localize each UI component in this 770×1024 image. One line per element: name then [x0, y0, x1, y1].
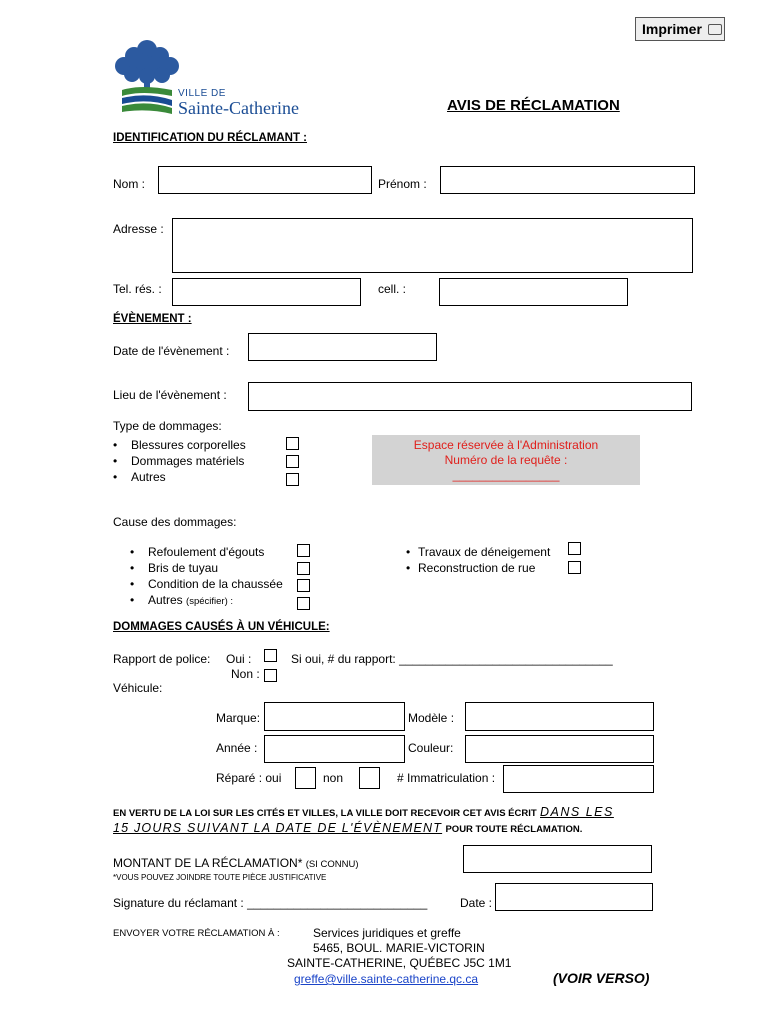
- date-evenement-field[interactable]: [248, 333, 437, 361]
- envoyer-label: ENVOYER VOTRE RÉCLAMATION À :: [113, 928, 280, 939]
- immat-field[interactable]: [503, 765, 654, 793]
- repare-oui-checkbox[interactable]: [295, 767, 316, 789]
- modele-field[interactable]: [465, 702, 654, 731]
- cause-specifier: (spécifier) :: [186, 596, 234, 607]
- type-dommages-list: [113, 437, 246, 485]
- cause-item: • Travaux de déneigement: [406, 544, 550, 560]
- montant-note: *VOUS POUVEZ JOINDRE TOUTE PIÈCE JUSTIFICATIVE: [113, 873, 327, 882]
- couleur-field[interactable]: [465, 735, 654, 763]
- type-item: • Blessures corporelles: [113, 437, 246, 453]
- rapport-label: Rapport de police:: [113, 652, 211, 666]
- address-line2: 5465, BOUL. MARIE-VICTORIN: [313, 941, 485, 955]
- annee-label: Année :: [216, 741, 258, 755]
- type-dommages-label: Type de dommages:: [113, 419, 222, 433]
- couleur-label: Couleur:: [408, 741, 454, 755]
- notice-italic1: DANS LES: [540, 805, 614, 819]
- repare-oui-label: Réparé : oui: [216, 771, 282, 785]
- autres-checkbox[interactable]: [286, 473, 299, 486]
- vehicule-heading: DOMMAGES CAUSÉS À UN VÉHICULE:: [113, 621, 330, 633]
- adresse-field[interactable]: [172, 218, 693, 273]
- date-field[interactable]: [495, 883, 653, 911]
- rapport-oui-checkbox[interactable]: [264, 649, 277, 662]
- marque-label: Marque:: [216, 711, 261, 725]
- notice-part2: POUR TOUTE RÉCLAMATION.: [445, 824, 583, 835]
- type-item: • Dommages matériels: [113, 453, 246, 469]
- date-label: Date :: [460, 896, 493, 910]
- rapport-non-checkbox[interactable]: [264, 669, 277, 682]
- voir-verso: (VOIR VERSO): [553, 970, 650, 986]
- evenement-heading: ÉVÈNEMENT :: [113, 313, 192, 325]
- cause-item: • Bris de tuyau: [130, 560, 283, 576]
- type-item: • Autres: [113, 469, 246, 485]
- adresse-label: Adresse :: [113, 222, 164, 236]
- deneigement-checkbox[interactable]: [568, 542, 581, 555]
- cause-autres: Autres: [148, 593, 183, 607]
- lieu-evenement-field[interactable]: [248, 382, 692, 411]
- legal-notice: [113, 805, 673, 835]
- identification-heading: IDENTIFICATION DU RÉCLAMANT :: [113, 132, 307, 144]
- oui-label: Oui :: [226, 652, 252, 666]
- admin-line3: ________________: [452, 468, 560, 482]
- non-label: Non :: [231, 667, 260, 681]
- signature-label: Signature du réclamant : ___________________________: [113, 896, 428, 910]
- print-button[interactable]: [635, 17, 725, 41]
- tel-label: Tel. rés. :: [113, 282, 162, 296]
- tel-field[interactable]: [172, 278, 361, 306]
- bris-tuyau-checkbox[interactable]: [297, 562, 310, 575]
- nom-label: Nom :: [113, 177, 146, 191]
- si-oui-label: Si oui, # du rapport: ________________________________: [291, 652, 613, 666]
- montant-si-connu: (SI CONNU): [305, 859, 359, 870]
- refoulement-checkbox[interactable]: [297, 544, 310, 557]
- montant-label-row: [113, 856, 359, 870]
- nom-field[interactable]: [158, 166, 372, 194]
- cell-field[interactable]: [439, 278, 628, 306]
- cause-item: [130, 592, 283, 608]
- annee-field[interactable]: [264, 735, 405, 763]
- page-title: AVIS DE RÉCLAMATION: [447, 97, 620, 114]
- cause-item: • Condition de la chaussée: [130, 576, 283, 592]
- admin-box: [372, 435, 640, 485]
- notice-italic2: 15 JOURS SUIVANT LA DATE DE L'ÉVÈNEMENT: [113, 821, 443, 835]
- printer-icon: [708, 24, 722, 35]
- materiels-checkbox[interactable]: [286, 455, 299, 468]
- marque-field[interactable]: [264, 702, 405, 731]
- admin-line2: Numéro de la requête :: [444, 453, 568, 467]
- blessures-checkbox[interactable]: [286, 437, 299, 450]
- prenom-label: Prénom :: [378, 177, 427, 191]
- address-line3: SAINTE-CATHERINE, QUÉBEC J5C 1M1: [287, 956, 512, 970]
- cause-left-list: [130, 544, 283, 608]
- date-evenement-label: Date de l'évènement :: [113, 344, 230, 358]
- logo-line2: Sainte-Catherine: [178, 98, 299, 118]
- repare-non-label: non: [323, 771, 344, 785]
- immat-label: # Immatriculation :: [397, 771, 496, 785]
- modele-label: Modèle :: [408, 711, 455, 725]
- montant-label: MONTANT DE LA RÉCLAMATION*: [113, 856, 303, 870]
- city-logo: [112, 38, 322, 120]
- print-button-label: Imprimer: [642, 21, 702, 37]
- cause-autres-checkbox[interactable]: [297, 597, 310, 610]
- cause-item: • Refoulement d'égouts: [130, 544, 283, 560]
- repare-non-checkbox[interactable]: [359, 767, 380, 789]
- logo-line1: VILLE DE: [178, 88, 226, 99]
- prenom-field[interactable]: [440, 166, 695, 194]
- address-line1: Services juridiques et greffe: [313, 926, 461, 940]
- notice-part1: EN VERTU DE LA LOI SUR LES CITÉS ET VILLES, LA VILLE DOIT RECEVOIR CET AVIS ÉCRIT: [113, 808, 537, 819]
- admin-line1: Espace réservée à l'Administration: [413, 438, 599, 452]
- montant-field[interactable]: [463, 845, 652, 873]
- vehicule-label: Véhicule:: [113, 681, 163, 695]
- cause-right-list: [406, 544, 550, 576]
- tree-logo-icon: [112, 38, 182, 118]
- chaussee-checkbox[interactable]: [297, 579, 310, 592]
- reconstruction-checkbox[interactable]: [568, 561, 581, 574]
- lieu-evenement-label: Lieu de l'évènement :: [113, 388, 227, 402]
- email-link[interactable]: greffe@ville.sainte-catherine.qc.ca: [294, 972, 479, 986]
- cause-label: Cause des dommages:: [113, 515, 237, 529]
- cause-item: • Reconstruction de rue: [406, 560, 550, 576]
- cell-label: cell. :: [378, 282, 407, 296]
